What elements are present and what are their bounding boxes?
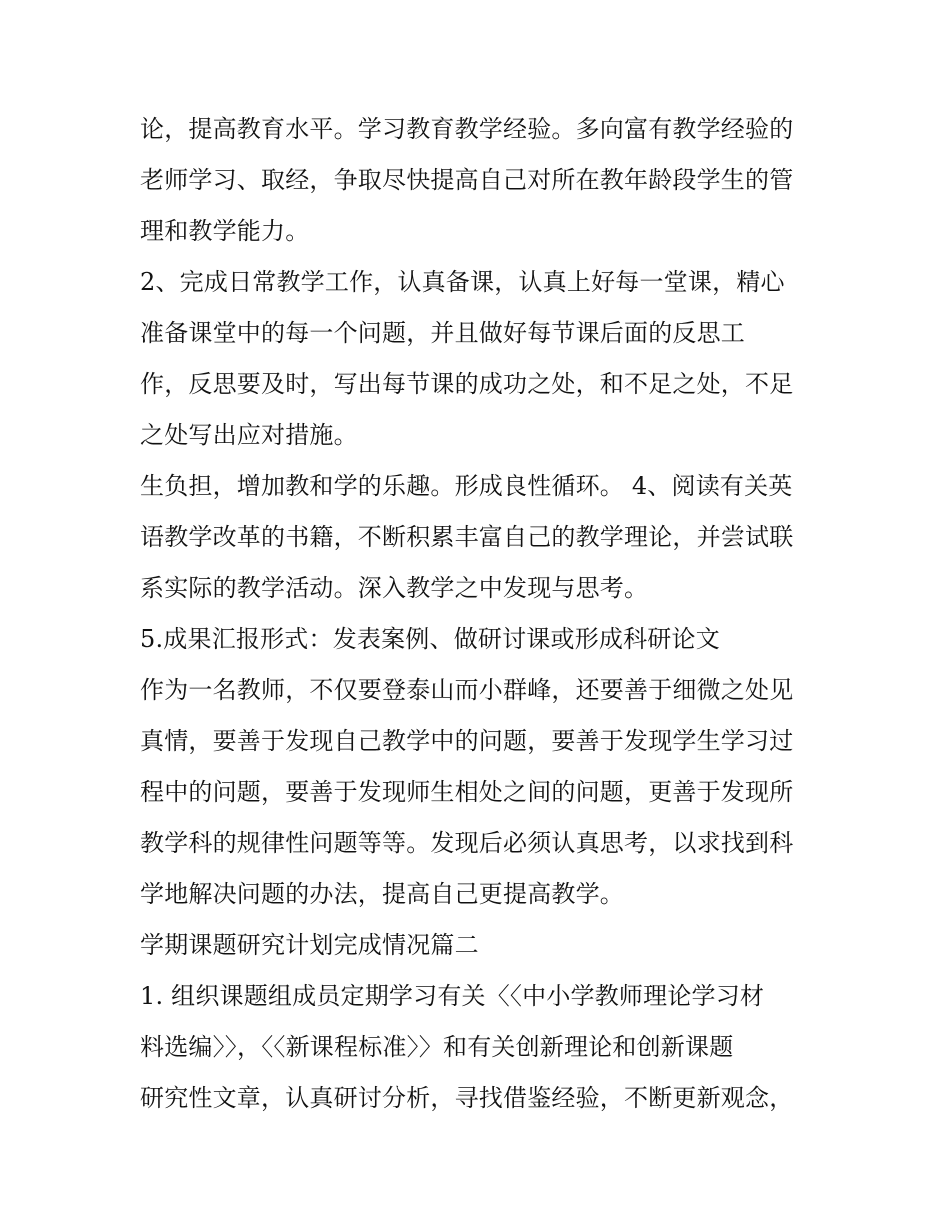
- text-line: 教学科的规律性问题等等。发现后必须认真思考，以求找到科: [140, 829, 794, 857]
- text-line: 准备课堂中的每一个问题，并且做好每节课后面的反思工: [140, 319, 745, 347]
- text-line: 5.成果汇报形式：发表案例、做研讨课或形成科研论文: [140, 625, 720, 653]
- text-line: 论，提高教育水平。学习教育教学经验。多向富有教学经验的: [140, 115, 794, 143]
- text-line: 理和教学能力。: [140, 217, 310, 245]
- text-line: 学地解决问题的办法，提高自己更提高教学。: [140, 880, 624, 908]
- text-line: 真情，要善于发现自己教学中的问题，要善于发现学生学习过: [140, 727, 794, 755]
- text-line: 生负担，增加教和学的乐趣。形成良性循环。 4、阅读有关英: [140, 472, 793, 500]
- text-line: 料选编〉〉，〈〈新课程标准〉〉和有关创新理论和创新课题: [140, 1033, 734, 1061]
- text-line: 程中的问题，要善于发现师生相处之间的问题，更善于发现所: [140, 778, 794, 806]
- text-line: 语教学改革的书籍，不断积累丰富自己的教学理论，并尝试联: [140, 523, 794, 551]
- text-line: 1. 组织课题组成员定期学习有关〈〈中小学教师理论学习材: [140, 982, 765, 1010]
- text-line: 研究性文章，认真研讨分析，寻找借鉴经验，不断更新观念，: [140, 1084, 794, 1112]
- text-line: 之处写出应对措施。: [140, 421, 358, 449]
- text-line: 2、完成日常教学工作，认真备课，认真上好每一堂课，精心: [140, 268, 785, 296]
- text-line: 作为一名教师，不仅要登泰山而小群峰，还要善于细微之处见: [140, 676, 794, 704]
- section-heading: 学期课题研究计划完成情况篇二: [140, 931, 479, 959]
- text-line: 老师学习、取经，争取尽快提高自己对所在教年龄段学生的管: [140, 166, 794, 194]
- text-line: 作，反思要及时，写出每节课的成功之处，和不足之处，不足: [140, 370, 794, 398]
- text-line: 系实际的教学活动。深入教学之中发现与思考。: [140, 574, 649, 602]
